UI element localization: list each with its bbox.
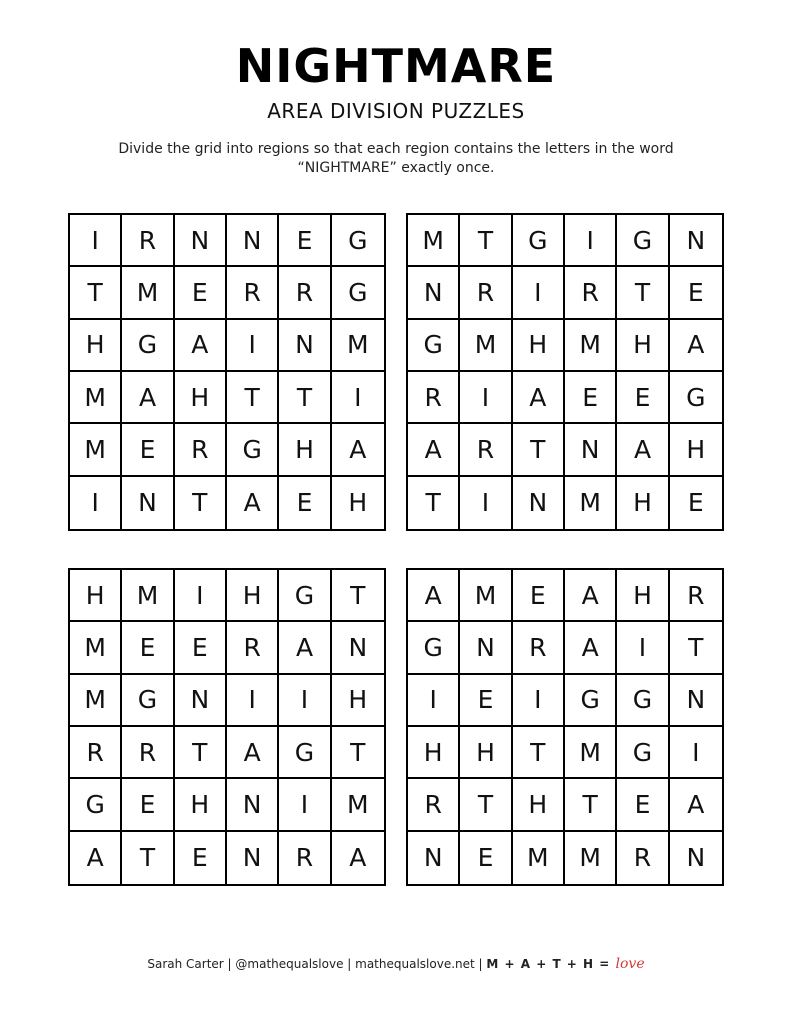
grid-cell: A [670, 779, 722, 831]
grid-cell: N [175, 215, 227, 267]
footer [0, 955, 792, 973]
footer-credit: Sarah Carter | @mathequalslove | mathequalslove.net | [147, 957, 487, 971]
grid-cell: N [670, 675, 722, 727]
puzzle-grid-4 [406, 568, 724, 886]
grid-cell: N [565, 424, 617, 476]
grid-cell: R [279, 267, 331, 319]
grid-cell: M [408, 215, 460, 267]
grid-cell: G [122, 320, 174, 372]
grid-cell: N [227, 215, 279, 267]
grid-cell: H [70, 570, 122, 622]
grid-cell: E [460, 832, 512, 884]
grid-cell: T [408, 477, 460, 529]
grid-cell: R [70, 727, 122, 779]
grid-cell: M [70, 372, 122, 424]
grid-cell: E [687, 488, 704, 518]
grid-cell: A [122, 372, 174, 424]
grid-cell: N [227, 832, 279, 884]
grid-cell: G [617, 675, 669, 727]
grid-cell: H [408, 727, 460, 779]
grid-cell: I [279, 779, 331, 831]
grid-cell: H [227, 570, 279, 622]
grid-cell: E [279, 477, 331, 529]
grid-cell: A [670, 320, 722, 372]
grid-cell: A [408, 570, 460, 622]
grid-cell: T [513, 424, 565, 476]
grid-cell: G [408, 320, 460, 372]
grid-cell: T [227, 372, 279, 424]
grid-cell: M [70, 675, 122, 727]
grid-cell: H [670, 424, 722, 476]
page-subtitle: AREA DIVISION PUZZLES [267, 99, 525, 123]
grid-cell: M [565, 477, 617, 529]
grid-cell: H [617, 320, 669, 372]
grid-cell: G [332, 267, 384, 319]
grid-cell: H [175, 779, 227, 831]
footer-love-logo: love [615, 956, 645, 972]
grid-cell: M [122, 267, 174, 319]
grid-cell: I [279, 675, 331, 727]
grid-cell: N [408, 832, 460, 884]
grid-cell: I [670, 727, 722, 779]
grid-cell: R [122, 215, 174, 267]
grid-cell: M [70, 424, 122, 476]
grid-cell: N [408, 267, 460, 319]
grid-cell: G [70, 779, 122, 831]
grid-cell: A [279, 622, 331, 674]
grid-cell: R [460, 424, 512, 476]
grid-cell: T [617, 267, 669, 319]
grid-cell: T [175, 727, 227, 779]
grid-cell: E [279, 215, 331, 267]
grid-cell: T [332, 570, 384, 622]
grid-cell: H [175, 372, 227, 424]
grid-cell: I [227, 675, 279, 727]
grid-cell: M [122, 570, 174, 622]
grid-cell: A [332, 424, 384, 476]
grid-cell: I [513, 675, 565, 727]
grid-cell: G [279, 727, 331, 779]
grid-cell: H [617, 570, 669, 622]
grid-cell: G [227, 424, 279, 476]
grid-cell: R [279, 832, 331, 884]
grid-cell: A [70, 832, 122, 884]
grid-cell: I [332, 372, 384, 424]
grid-cell: M [70, 622, 122, 674]
grid-cell: I [513, 267, 565, 319]
grid-cell: T [332, 727, 384, 779]
instructions-text: Divide the grid into regions so that each region contains the letters in the word “NIGHTMARE” exactly once. [118, 141, 674, 176]
grid-cell: E [122, 779, 174, 831]
footer-brand: M + A + T + H = [486, 957, 616, 971]
grid-cell: E [617, 372, 669, 424]
grid-cell: R [565, 267, 617, 319]
grid-cell: G [617, 215, 669, 267]
grid-cell: T [122, 832, 174, 884]
grid-cell: M [332, 320, 384, 372]
grid-cell: I [617, 622, 669, 674]
grid-cell: H [348, 488, 368, 518]
grid-cell: A [513, 372, 565, 424]
grid-cell: A [175, 320, 227, 372]
grid-cell: H [332, 675, 384, 727]
grid-cell: T [70, 267, 122, 319]
grid-cell: I [227, 320, 279, 372]
grid-cell: R [617, 832, 669, 884]
grid-cell: E [670, 267, 722, 319]
grid-cell: N [227, 779, 279, 831]
grid-cell: E [122, 424, 174, 476]
grid-cell: G [565, 675, 617, 727]
page-title: NIGHTMARE [235, 39, 557, 93]
puzzle-grid-2 [406, 213, 724, 531]
grid-cell: G [617, 727, 669, 779]
grid-cell: M [565, 727, 617, 779]
grid-cell: E [175, 832, 227, 884]
grid-cell: T [670, 622, 722, 674]
grid-cell: I [565, 215, 617, 267]
grid-cell: N [686, 843, 706, 873]
grid-cell: E [175, 622, 227, 674]
grid-cell: N [670, 215, 722, 267]
grid-cell: R [227, 622, 279, 674]
grid-cell: G [513, 215, 565, 267]
grid-cell: R [460, 267, 512, 319]
grid-cell: T [513, 727, 565, 779]
grid-cell: T [460, 779, 512, 831]
grid-cell: R [670, 570, 722, 622]
grid-cell: I [175, 570, 227, 622]
grid-cell: A [227, 727, 279, 779]
puzzle-grid-3 [68, 568, 386, 886]
grid-cell: N [460, 622, 512, 674]
grid-cell: M [460, 570, 512, 622]
grid-cell: M [332, 779, 384, 831]
grid-cell: T [279, 372, 331, 424]
grid-cell: H [279, 424, 331, 476]
grid-cell: N [279, 320, 331, 372]
grid-cell: N [175, 675, 227, 727]
grid-cell: I [460, 372, 512, 424]
grid-cell: R [122, 727, 174, 779]
grid-cell: G [408, 622, 460, 674]
grid-cell: I [70, 215, 122, 267]
grid-cell: M [513, 832, 565, 884]
grid-cell: G [122, 675, 174, 727]
grid-cell: A [349, 843, 367, 873]
grid-cell: A [408, 424, 460, 476]
grid-cell: G [279, 570, 331, 622]
grid-cell: I [460, 477, 512, 529]
grid-cell: M [460, 320, 512, 372]
grid-cell: I [70, 477, 122, 529]
grid-cell: G [670, 372, 722, 424]
grid-cell: A [227, 477, 279, 529]
grid-cell: N [513, 477, 565, 529]
grid-cell: N [332, 622, 384, 674]
grid-cell: R [227, 267, 279, 319]
grid-cell: E [122, 622, 174, 674]
grid-cell: M [565, 832, 617, 884]
grid-cell: E [513, 570, 565, 622]
grid-cell: R [408, 779, 460, 831]
grid-cell: E [617, 779, 669, 831]
grid-cell: G [332, 215, 384, 267]
grid-cell: A [565, 570, 617, 622]
grid-cell: T [175, 477, 227, 529]
grid-cell: I [408, 675, 460, 727]
grid-cell: T [565, 779, 617, 831]
grid-cell: R [175, 424, 227, 476]
grid-cell: A [617, 424, 669, 476]
grid-cell: R [408, 372, 460, 424]
grid-cell: R [513, 622, 565, 674]
grid-cell: E [460, 675, 512, 727]
grid-cell: M [565, 320, 617, 372]
grid-cell: H [460, 727, 512, 779]
grid-cell: T [460, 215, 512, 267]
grid-cell: H [513, 779, 565, 831]
grid-cell: E [175, 267, 227, 319]
grid-cell: H [513, 320, 565, 372]
grid-cell: A [565, 622, 617, 674]
puzzle-grid-1 [68, 213, 386, 531]
grid-cell: H [70, 320, 122, 372]
grid-cell: N [122, 477, 174, 529]
grid-cell: E [565, 372, 617, 424]
grid-cell: H [617, 477, 669, 529]
